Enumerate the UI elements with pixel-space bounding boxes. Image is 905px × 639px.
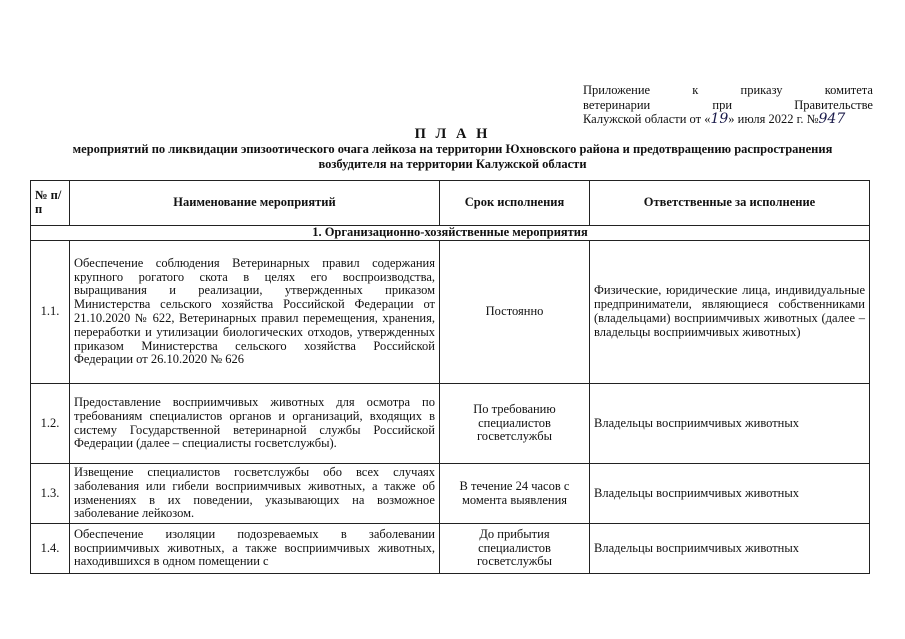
appendix-word: приказу (740, 83, 783, 97)
header-resp: Ответственные за исполнение (590, 181, 870, 226)
row-term: По требованию специалистов госветслужбы (440, 384, 590, 464)
section-row (31, 226, 870, 241)
appendix-word: при (712, 97, 733, 112)
plan-table (30, 180, 870, 574)
handwritten-day: 19 (710, 111, 729, 127)
appendix-date-suffix: » июля 2022 г. № (728, 112, 819, 126)
header-num: № п/п (31, 181, 70, 226)
row-name: Извещение специалистов госветслужбы обо всех случаях заболевания или гибели восприимчивых животных, а также об изменениях в их поведении, указывающих на возможное заболевание лейкозом. (70, 464, 440, 524)
row-name: Обеспечение изоляции подозреваемых в заболевании восприимчивых животных, а также восприимчивых животных, находившихся в одном помещении с (70, 524, 440, 574)
row-num: 1.1. (31, 241, 70, 384)
row-num: 1.2. (31, 384, 70, 464)
appendix-word: к (692, 83, 699, 97)
appendix-date-prefix: Калужской области от « (583, 112, 711, 126)
row-resp: Владельцы восприимчивых животных (590, 464, 870, 524)
appendix-word: комитета (824, 83, 873, 97)
appendix-word: Правительстве (794, 97, 873, 112)
table-row (31, 384, 870, 464)
appendix-word: Приложение (583, 83, 651, 97)
row-resp: Физические, юридические лица, индивидуальные предприниматели, являющиеся собственниками (владельцами) восприимчивых животных (далее – владельцы восприимчивых животных) (590, 241, 870, 384)
handwritten-order-number: 947 (818, 111, 846, 127)
appendix-word: ветеринарии (583, 97, 651, 112)
appendix-block (583, 83, 873, 127)
row-resp: Владельцы восприимчивых животных (590, 524, 870, 574)
row-term: До прибытия специалистов госветслужбы (440, 524, 590, 574)
document-title: П Л А Н (414, 126, 491, 142)
table-row (31, 464, 870, 524)
section-title: 1. Организационно-хозяйственные мероприятия (31, 226, 870, 241)
row-term: Постоянно (440, 241, 590, 384)
row-term: В течение 24 часов с момента выявления (440, 464, 590, 524)
table-row (31, 241, 870, 384)
appendix-line-1 (583, 83, 873, 98)
row-name: Предоставление восприимчивых животных для осмотра по требованиям специалистов органов и организаций, входящих в систему Государственной ветеринарной службы Российской Федерации (далее – специалисты госветслужбы). (70, 384, 440, 464)
header-term: Срок исполнения (440, 181, 590, 226)
document-subtitle: мероприятий по ликвидации эпизоотического очага лейкоза на территории Юхновского района и предотвращению распространения возбудителя на территории Калужской области (72, 142, 833, 171)
row-resp: Владельцы восприимчивых животных (590, 384, 870, 464)
appendix-line-2 (583, 98, 873, 113)
row-num: 1.4. (31, 524, 70, 574)
row-name: Обеспечение соблюдения Ветеринарных правил содержания крупного рогатого скота в целях его воспроизводства, выращивания и реализации, утвержденных приказом Министерства сельского хозяйства Российской Федерации от 21.10.2020 № 622, Ветеринарных правил перемещения, хранения, переработки и утилизации биологических отходов, утвержденных приказом Министерства сельского хозяйства Российской Федерации от 26.10.2020 № 626 (70, 241, 440, 384)
table-header-row (31, 181, 870, 226)
appendix-line-3 (583, 112, 873, 127)
header-name: Наименование мероприятий (70, 181, 440, 226)
table-row (31, 524, 870, 574)
row-num: 1.3. (31, 464, 70, 524)
